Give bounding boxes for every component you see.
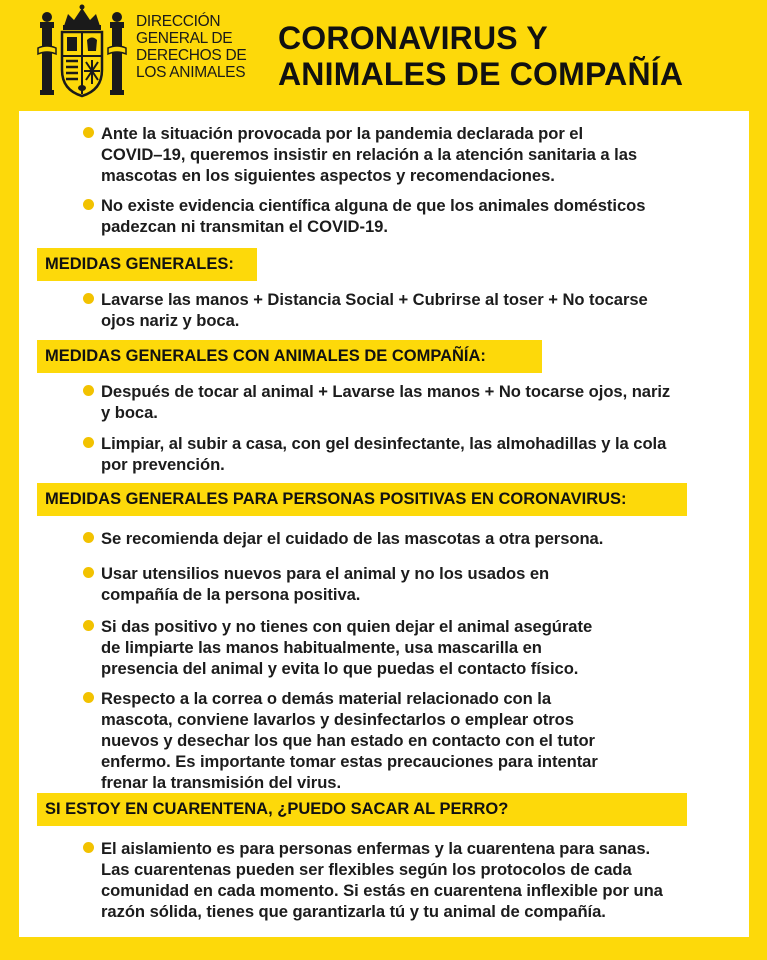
bullet-icon <box>83 199 94 210</box>
list-item-text: El aislamiento es para personas enfermas y la cuarentena para sanas. Las cuarentenas pueden ser flexibles según los protocolos de cada comunidad en cada momento. Si estás en cuarentena inflexible por una razón sólida, tienes que garantizarla tú y tu animal de compañía. <box>101 839 663 921</box>
bullet-icon <box>83 127 94 138</box>
org-line: DERECHOS DE <box>136 47 247 64</box>
bullet-icon <box>83 692 94 703</box>
list-item-text: Lavarse las manos + Distancia Social + Cubrirse al toser + No tocarse ojos nariz y boca. <box>101 290 648 330</box>
list-item-text: Usar utensilios nuevos para el animal y no los usados en compañía de la persona positiva. <box>101 564 550 604</box>
section-heading: MEDIDAS GENERALES: <box>37 248 257 281</box>
organization-name <box>136 13 276 81</box>
header <box>0 0 767 110</box>
content-panel <box>19 111 749 937</box>
section-heading: MEDIDAS GENERALES CON ANIMALES DE COMPAÑÍA: <box>37 340 542 373</box>
list-item-text: Limpiar, al subir a casa, con gel desinfectante, las almohadillas y la cola por prevención. <box>101 434 667 474</box>
coat-of-arms-icon <box>36 4 128 100</box>
org-line: GENERAL DE <box>136 30 233 47</box>
bullet-icon <box>83 532 94 543</box>
bullet-icon <box>83 437 94 448</box>
bullet-icon <box>83 385 94 396</box>
bullet-icon <box>83 293 94 304</box>
section-heading: SI ESTOY EN CUARENTENA, ¿PUEDO SACAR AL PERRO? <box>37 793 687 826</box>
bullet-icon <box>83 620 94 631</box>
bullet-icon <box>83 842 94 853</box>
list-item-text: Después de tocar al animal + Lavarse las manos + No tocarse ojos, nariz y boca. <box>101 382 671 422</box>
section-heading: MEDIDAS GENERALES PARA PERSONAS POSITIVAS EN CORONAVIRUS: <box>37 483 687 516</box>
title-line: CORONAVIRUS Y <box>278 20 548 56</box>
org-line: LOS ANIMALES <box>136 64 246 81</box>
list-item-text: Respecto a la correa o demás material relacionado con la mascota, conviene lavarlos y desinfectarlos o emplear otros nuevos y desechar los que han estado en contacto con el tutor enfermo. Es importante tomar estas precauciones para intentar frenar la transmisión del virus. <box>101 689 598 792</box>
bullet-icon <box>83 567 94 578</box>
list-item-text: Se recomienda dejar el cuidado de las mascotas a otra persona. <box>101 529 604 548</box>
list-item-text: Ante la situación provocada por la pandemia declarada por el COVID–19, queremos insistir en relación a la atención sanitaria a las mascotas en los siguientes aspectos y recomendaciones. <box>101 124 638 185</box>
page-title <box>278 20 758 92</box>
list-item-text: Si das positivo y no tienes con quien dejar el animal asegúrate de limpiarte las manos habitualmente, usa mascarilla en presencia del animal y evita lo que puedas el contacto físico. <box>101 617 593 678</box>
title-line: ANIMALES DE COMPAÑÍA <box>278 56 684 92</box>
org-line: DIRECCIÓN <box>136 13 221 30</box>
list-item-text: No existe evidencia científica alguna de que los animales domésticos padezcan ni transmitan el COVID-19. <box>101 196 646 236</box>
